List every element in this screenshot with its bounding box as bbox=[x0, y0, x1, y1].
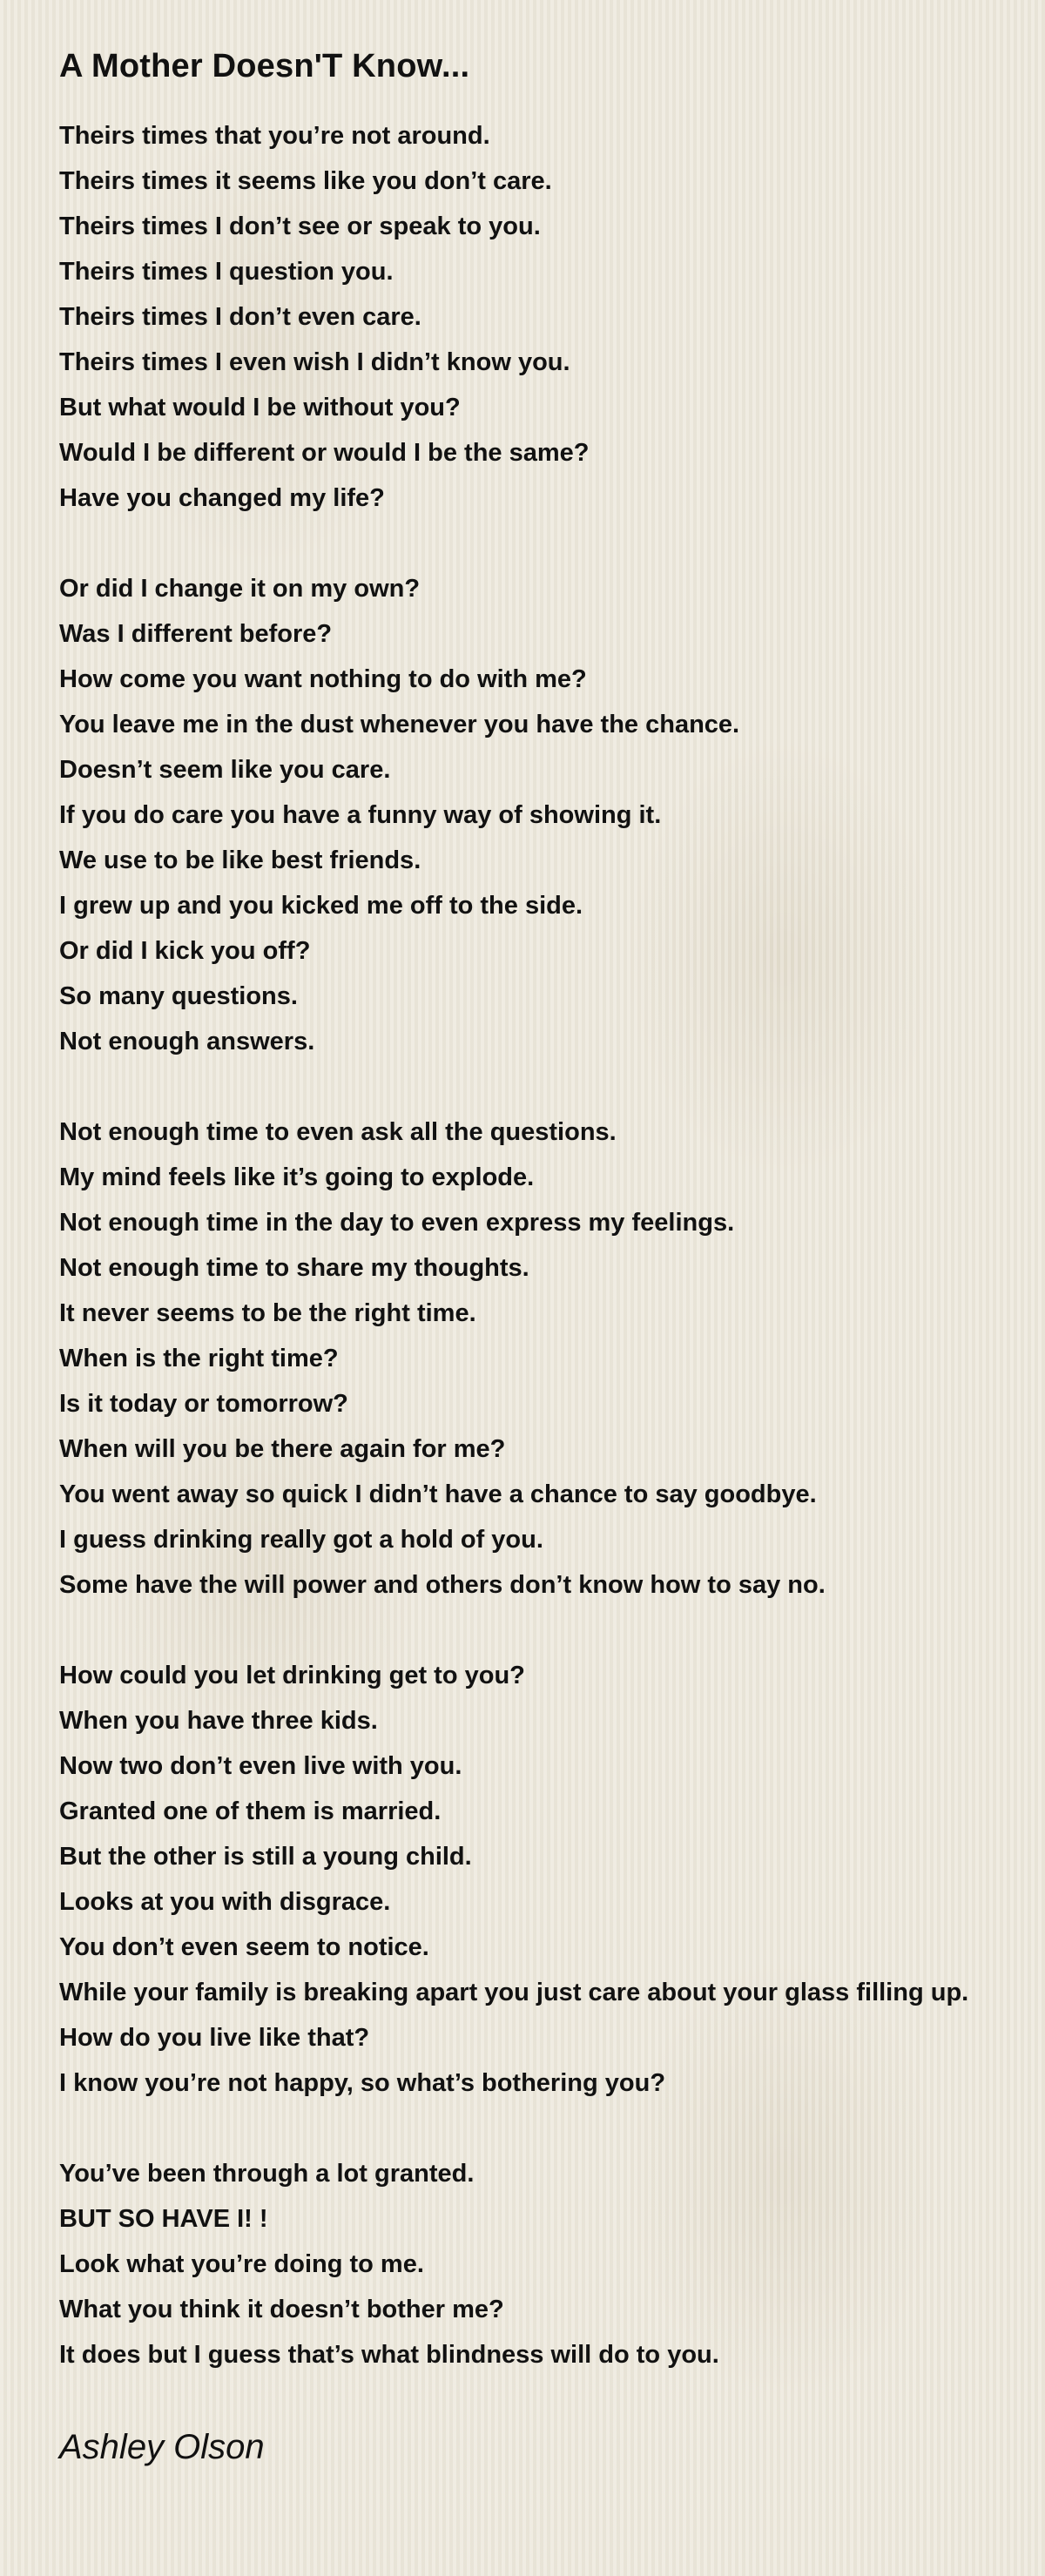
poem-line: So many questions. bbox=[59, 982, 298, 1010]
poem-line: But the other is still a young child. bbox=[59, 1843, 472, 1871]
poem-line: Is it today or tomorrow? bbox=[59, 1390, 348, 1418]
poem-line: Theirs times I question you. bbox=[59, 258, 394, 286]
poem-line: If you do care you have a funny way of showing it. bbox=[59, 801, 662, 829]
poem-line: I guess drinking really got a hold of you. bbox=[59, 1526, 543, 1554]
poem-line: Or did I change it on my own? bbox=[59, 575, 421, 603]
poem-line: When you have three kids. bbox=[59, 1707, 378, 1735]
poem-line: Look what you’re doing to me. bbox=[59, 2250, 424, 2278]
poem-line: I know you’re not happy, so what’s bothering you? bbox=[59, 2069, 666, 2097]
poem-line: When will you be there again for me? bbox=[59, 1435, 506, 1463]
poem-page bbox=[59, 42, 1000, 2471]
poem-line: Granted one of them is married. bbox=[59, 1797, 442, 1825]
poem-title: A Mother Doesn'T Know... bbox=[59, 48, 470, 84]
poem-author: Ashley Olson bbox=[59, 2428, 265, 2466]
poem-line: It does but I guess that’s what blindness will do to you. bbox=[59, 2341, 719, 2369]
poem-line: Not enough time to even ask all the questions. bbox=[59, 1118, 617, 1146]
poem-line: How do you live like that? bbox=[59, 2024, 370, 2052]
stanza-1 bbox=[59, 113, 1000, 521]
poem-line: Now two don’t even live with you. bbox=[59, 1752, 462, 1780]
stanza-5 bbox=[59, 2151, 1000, 2377]
poem-line: Or did I kick you off? bbox=[59, 937, 311, 965]
stanza-4 bbox=[59, 1653, 1000, 2106]
poem-line: Theirs times I even wish I didn’t know you. bbox=[59, 348, 570, 376]
poem-line: Not enough answers. bbox=[59, 1028, 315, 1055]
poem-line: Theirs times that you’re not around. bbox=[59, 122, 490, 150]
poem-line: Have you changed my life? bbox=[59, 484, 385, 512]
stanza-3 bbox=[59, 1109, 1000, 1608]
poem-line: BUT SO HAVE I! ! bbox=[59, 2205, 268, 2233]
poem-line: Theirs times I don’t see or speak to you. bbox=[59, 212, 541, 240]
poem-line: I grew up and you kicked me off to the side. bbox=[59, 892, 583, 920]
poem-line: Was I different before? bbox=[59, 620, 333, 648]
poem-line: It never seems to be the right time. bbox=[59, 1299, 476, 1327]
poem-line: We use to be like best friends. bbox=[59, 846, 421, 874]
poem-line: Doesn’t seem like you care. bbox=[59, 756, 391, 784]
poem-line: What you think it doesn’t bother me? bbox=[59, 2296, 504, 2323]
poem-line: How could you let drinking get to you? bbox=[59, 1662, 525, 1689]
poem-line: Theirs times I don’t even care. bbox=[59, 303, 421, 331]
poem-line: Not enough time to share my thoughts. bbox=[59, 1254, 529, 1282]
poem-line: You went away so quick I didn’t have a chance to say goodbye. bbox=[59, 1480, 817, 1508]
poem-line: You’ve been through a lot granted. bbox=[59, 2160, 475, 2188]
poem-line: Looks at you with disgrace. bbox=[59, 1888, 391, 1916]
poem-line: When is the right time? bbox=[59, 1345, 339, 1372]
stanza-2 bbox=[59, 566, 1000, 1064]
poem-line: Theirs times it seems like you don’t care. bbox=[59, 167, 552, 195]
poem-line: But what would I be without you? bbox=[59, 394, 461, 421]
poem-line: Some have the will power and others don’t know how to say no. bbox=[59, 1571, 826, 1599]
poem-line: Would I be different or would I be the same? bbox=[59, 439, 590, 467]
poem-line: You leave me in the dust whenever you have the chance. bbox=[59, 711, 740, 738]
poem-line: How come you want nothing to do with me? bbox=[59, 665, 587, 693]
poem-line: You don’t even seem to notice. bbox=[59, 1933, 429, 1961]
poem-line: My mind feels like it’s going to explode. bbox=[59, 1163, 535, 1191]
poem-line: Not enough time in the day to even express my feelings. bbox=[59, 1209, 735, 1237]
poem-line: While your family is breaking apart you just care about your glass filling up. bbox=[59, 1979, 969, 2006]
